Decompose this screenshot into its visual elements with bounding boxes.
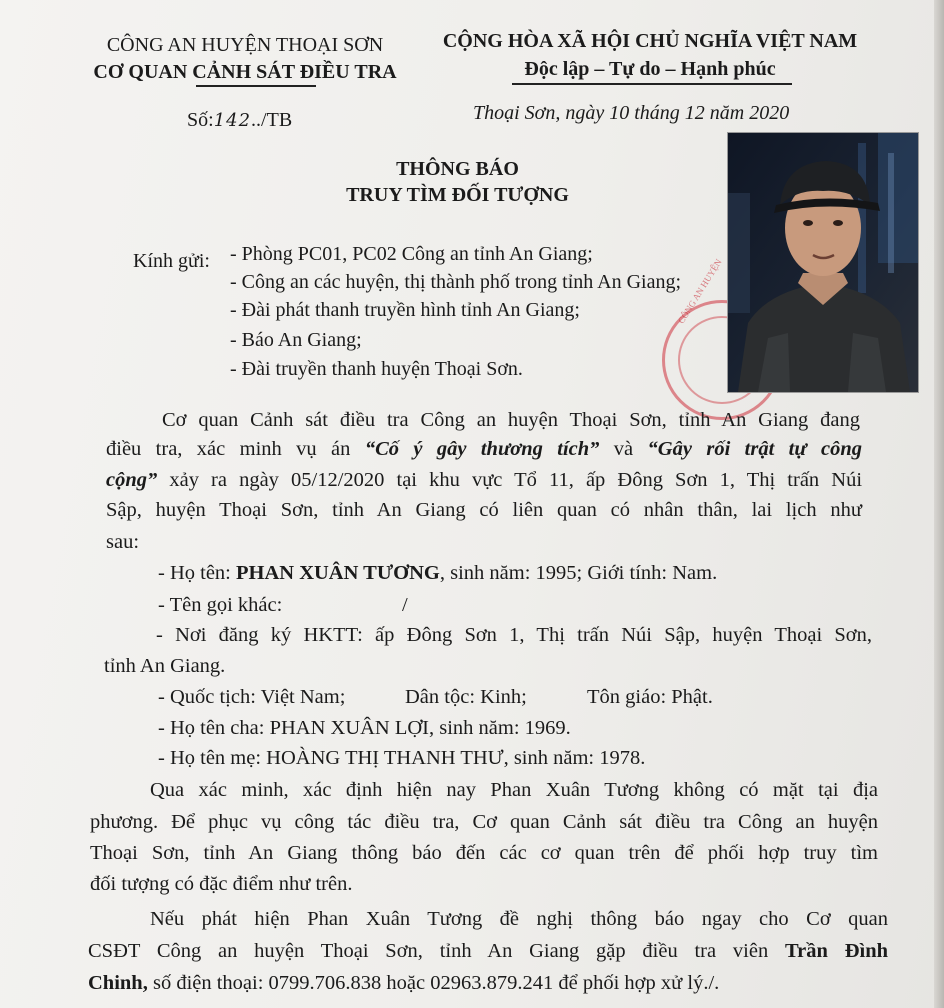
country-name: CỘNG HÒA XÃ HỘI CHỦ NGHĨA VIỆT NAM (442, 30, 858, 52)
stamp-text: CÔNG AN HUYỆN (676, 257, 724, 326)
motto-underline (512, 83, 792, 85)
alias-value: / (402, 594, 408, 616)
suspect-name: PHAN XUÂN TƯƠNG (236, 562, 440, 584)
recipient-item: - Công an các huyện, thị thành phố trong tỉnh An Giang; (230, 271, 682, 293)
recipient-item: - Đài truyền thanh huyện Thoại Sơn. (230, 358, 523, 380)
intro-paragraph-line: điều tra, xác minh vụ án “Cố ý gây thương tích” và “Gây rối trật tự công (106, 438, 863, 460)
recipients-label: Kính gửi: (133, 250, 210, 272)
intro-paragraph-line: Cơ quan Cảnh sát điều tra Công an huyện Thoại Sơn, tỉnh An Giang đang (162, 409, 860, 431)
suspect-portrait-image (728, 133, 918, 392)
agency-underline (196, 85, 316, 87)
notice-title: THÔNG BÁO (396, 158, 519, 180)
suspect-photo (728, 133, 918, 392)
verification-paragraph-line: đối tượng có đặc điểm như trên. (90, 873, 353, 895)
contact-paragraph-line: Nếu phát hiện Phan Xuân Tương đề nghị thông báo ngay cho Cơ quan (150, 908, 888, 930)
agency-name: CÔNG AN HUYỆN THOẠI SƠN (106, 34, 384, 56)
notice-subtitle: TRUY TÌM ĐỐI TƯỢNG (346, 184, 569, 206)
mother-line: - Họ tên mẹ: HOÀNG THỊ THANH THƯ, sinh năm: 1978. (158, 747, 646, 769)
recipient-item: - Báo An Giang; (230, 329, 362, 351)
contact-paragraph-line: CSĐT Công an huyện Thoại Sơn, tỉnh An Giang gặp điều tra viên Trần Đình (88, 940, 888, 962)
recipient-item: - Đài phát thanh truyền hình tỉnh An Giang; (230, 299, 580, 321)
verification-paragraph-line: Thoại Sơn, tỉnh An Giang thông báo đến các cơ quan trên để phối hợp truy tìm (90, 842, 878, 864)
country-motto: Độc lập – Tự do – Hạnh phúc (524, 58, 776, 80)
religion: Tôn giáo: Phật. (587, 686, 713, 708)
verification-paragraph-line: Qua xác minh, xác định hiện nay Phan Xuân Tương không có mặt tại địa (150, 779, 878, 801)
number-suffix: ../TB (251, 109, 293, 131)
verification-paragraph-line: phương. Để phục vụ công tác điều tra, Cơ quan Cảnh sát điều tra Công an huyện (90, 811, 878, 833)
intro-paragraph-line: sau: (106, 531, 140, 553)
contact-phone-numbers: số điện thoại: 0799.706.838 hoặc 02963.879.241 để phối hợp xử lý./. (152, 972, 720, 994)
registered-address-line: - Nơi đăng ký HKTT: ấp Đông Sơn 1, Thị trấn Núi Sập, huyện Thoại Sơn, (156, 624, 872, 646)
page-edge-shadow (934, 0, 944, 1008)
nationality: - Quốc tịch: Việt Nam; (158, 686, 346, 708)
contact-paragraph-line: Chinh, số điện thoại: 0799.706.838 hoặc 02963.879.241 để phối hợp xử lý./. (88, 972, 720, 994)
alias-label: - Tên gọi khác: (158, 594, 283, 616)
suspect-name-line: - Họ tên: PHAN XUÂN TƯƠNG, sinh năm: 1995; Giới tính: Nam. (158, 562, 718, 584)
registered-address-line: tỉnh An Giang. (104, 655, 226, 677)
recipient-item: - Phòng PC01, PC02 Công an tỉnh An Giang; (230, 243, 593, 265)
document-number (187, 108, 292, 133)
ethnicity: Dân tộc: Kinh; (405, 686, 527, 708)
number-handwritten: 142 (213, 110, 252, 131)
intro-paragraph-line: Sập, huyện Thoại Sơn, tỉnh An Giang có liên quan có nhân thân, lai lịch như (106, 499, 862, 521)
father-line: - Họ tên cha: PHAN XUÂN LỢI, sinh năm: 1969. (158, 717, 571, 739)
intro-paragraph-line: cộng” xảy ra ngày 05/12/2020 tại khu vực Tổ 11, ấp Đông Sơn 1, Thị trấn Núi (106, 469, 863, 491)
number-prefix: Số: (187, 109, 214, 131)
document-date: Thoại Sơn, ngày 10 tháng 12 năm 2020 (473, 102, 790, 124)
agency-department: CƠ QUAN CẢNH SÁT ĐIỀU TRA (93, 61, 397, 83)
investigator-name: Trần Đình (785, 940, 888, 962)
